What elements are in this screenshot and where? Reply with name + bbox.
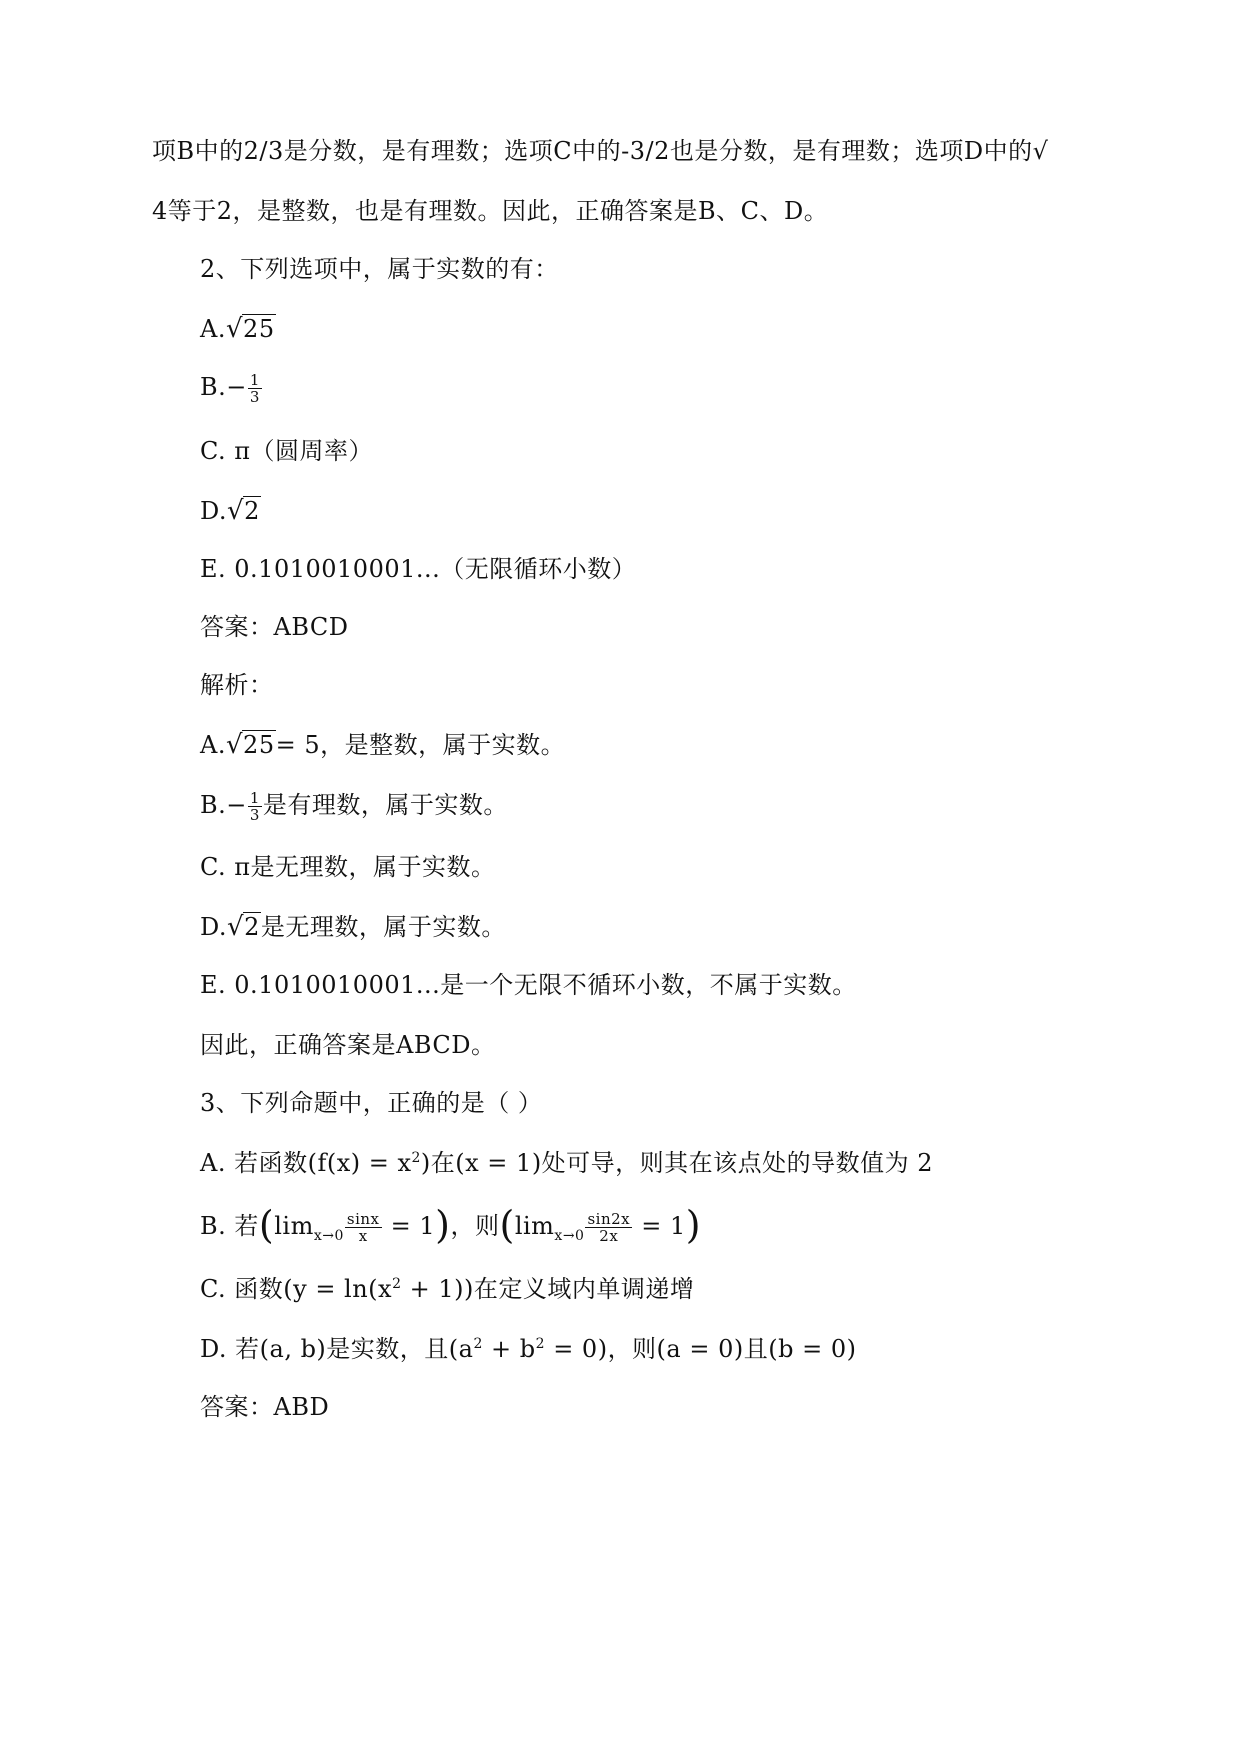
paragraph-line: 项B中的2/3是分数，是有理数；选项C中的-3/2也是分数，是有理数；选项D中的√ <box>152 137 1049 165</box>
explanation-c: C. π是无理数，属于实数。 <box>200 853 496 881</box>
explanation-b: B.− $\frac{1}{3}$ 是有理数，属于实数。 <box>200 789 508 824</box>
q3-option-d: D. 若(a, b)是实数，且$(a^2 + b^2 = 0)$，则(a = 0)且(b = 0) <box>200 1335 857 1363</box>
question-2-stem: 2、下列选项中，属于实数的有： <box>200 255 559 283</box>
fraction: $\frac{\sin 2x}{2x}$ <box>587 1210 631 1245</box>
q2-explanation-heading: 解析： <box>200 671 274 699</box>
explanation-e: E. 0.1010010001...是一个无限不循环小数，不属于实数。 <box>200 971 857 999</box>
sqrt-expression: √25 <box>225 730 275 760</box>
sqrt-expression: √2 <box>227 496 260 526</box>
sqrt-expression: √2 <box>227 912 260 942</box>
q3-option-c: C. 函数$(y = \ln(x^2 + 1))$在定义域内单调递增 <box>200 1275 695 1303</box>
sqrt-expression: √25 <box>225 314 275 344</box>
q3-option-a: A. 若函数$(f(x) = x^2)$在(x = 1)处可导，则其在该点处的导数值为 2 <box>200 1149 934 1177</box>
explanation-a: A.√25= 5，是整数，属于实数。 <box>200 730 566 760</box>
q2-option-c: C. π（圆周率） <box>200 437 374 465</box>
q2-answer: 答案：ABCD <box>200 613 349 641</box>
q2-option-b: B.− $\frac{1}{3}$ <box>200 371 260 406</box>
q2-option-a: A.√25 <box>200 314 275 344</box>
q2-option-e: E. 0.1010010001...（无限循环小数） <box>200 555 637 583</box>
fraction: $\frac{\sin x}{x}$ <box>346 1210 380 1245</box>
q3-answer: 答案：ABD <box>200 1393 330 1421</box>
explanation-d: D.√2是无理数，属于实数。 <box>200 912 506 942</box>
question-3-stem: 3、下列命题中，正确的是（ ） <box>200 1089 543 1117</box>
fraction: $\frac{1}{3}$ <box>249 371 260 406</box>
q3-option-b: B. 若($\lim_{x\to 0}$ $\frac{\sin x}{x}$ = 1)，则($\lim_{x\to 0}$ $\frac{\sin 2x}{2x}$ = 1) <box>200 1203 702 1247</box>
q2-conclusion: 因此，正确答案是ABCD。 <box>200 1031 496 1059</box>
fraction: $\frac{1}{3}$ <box>249 789 260 824</box>
paragraph-line: 4等于2，是整数，也是有理数。因此，正确答案是B、C、D。 <box>152 197 829 225</box>
q2-option-d: D.√2 <box>200 496 260 526</box>
